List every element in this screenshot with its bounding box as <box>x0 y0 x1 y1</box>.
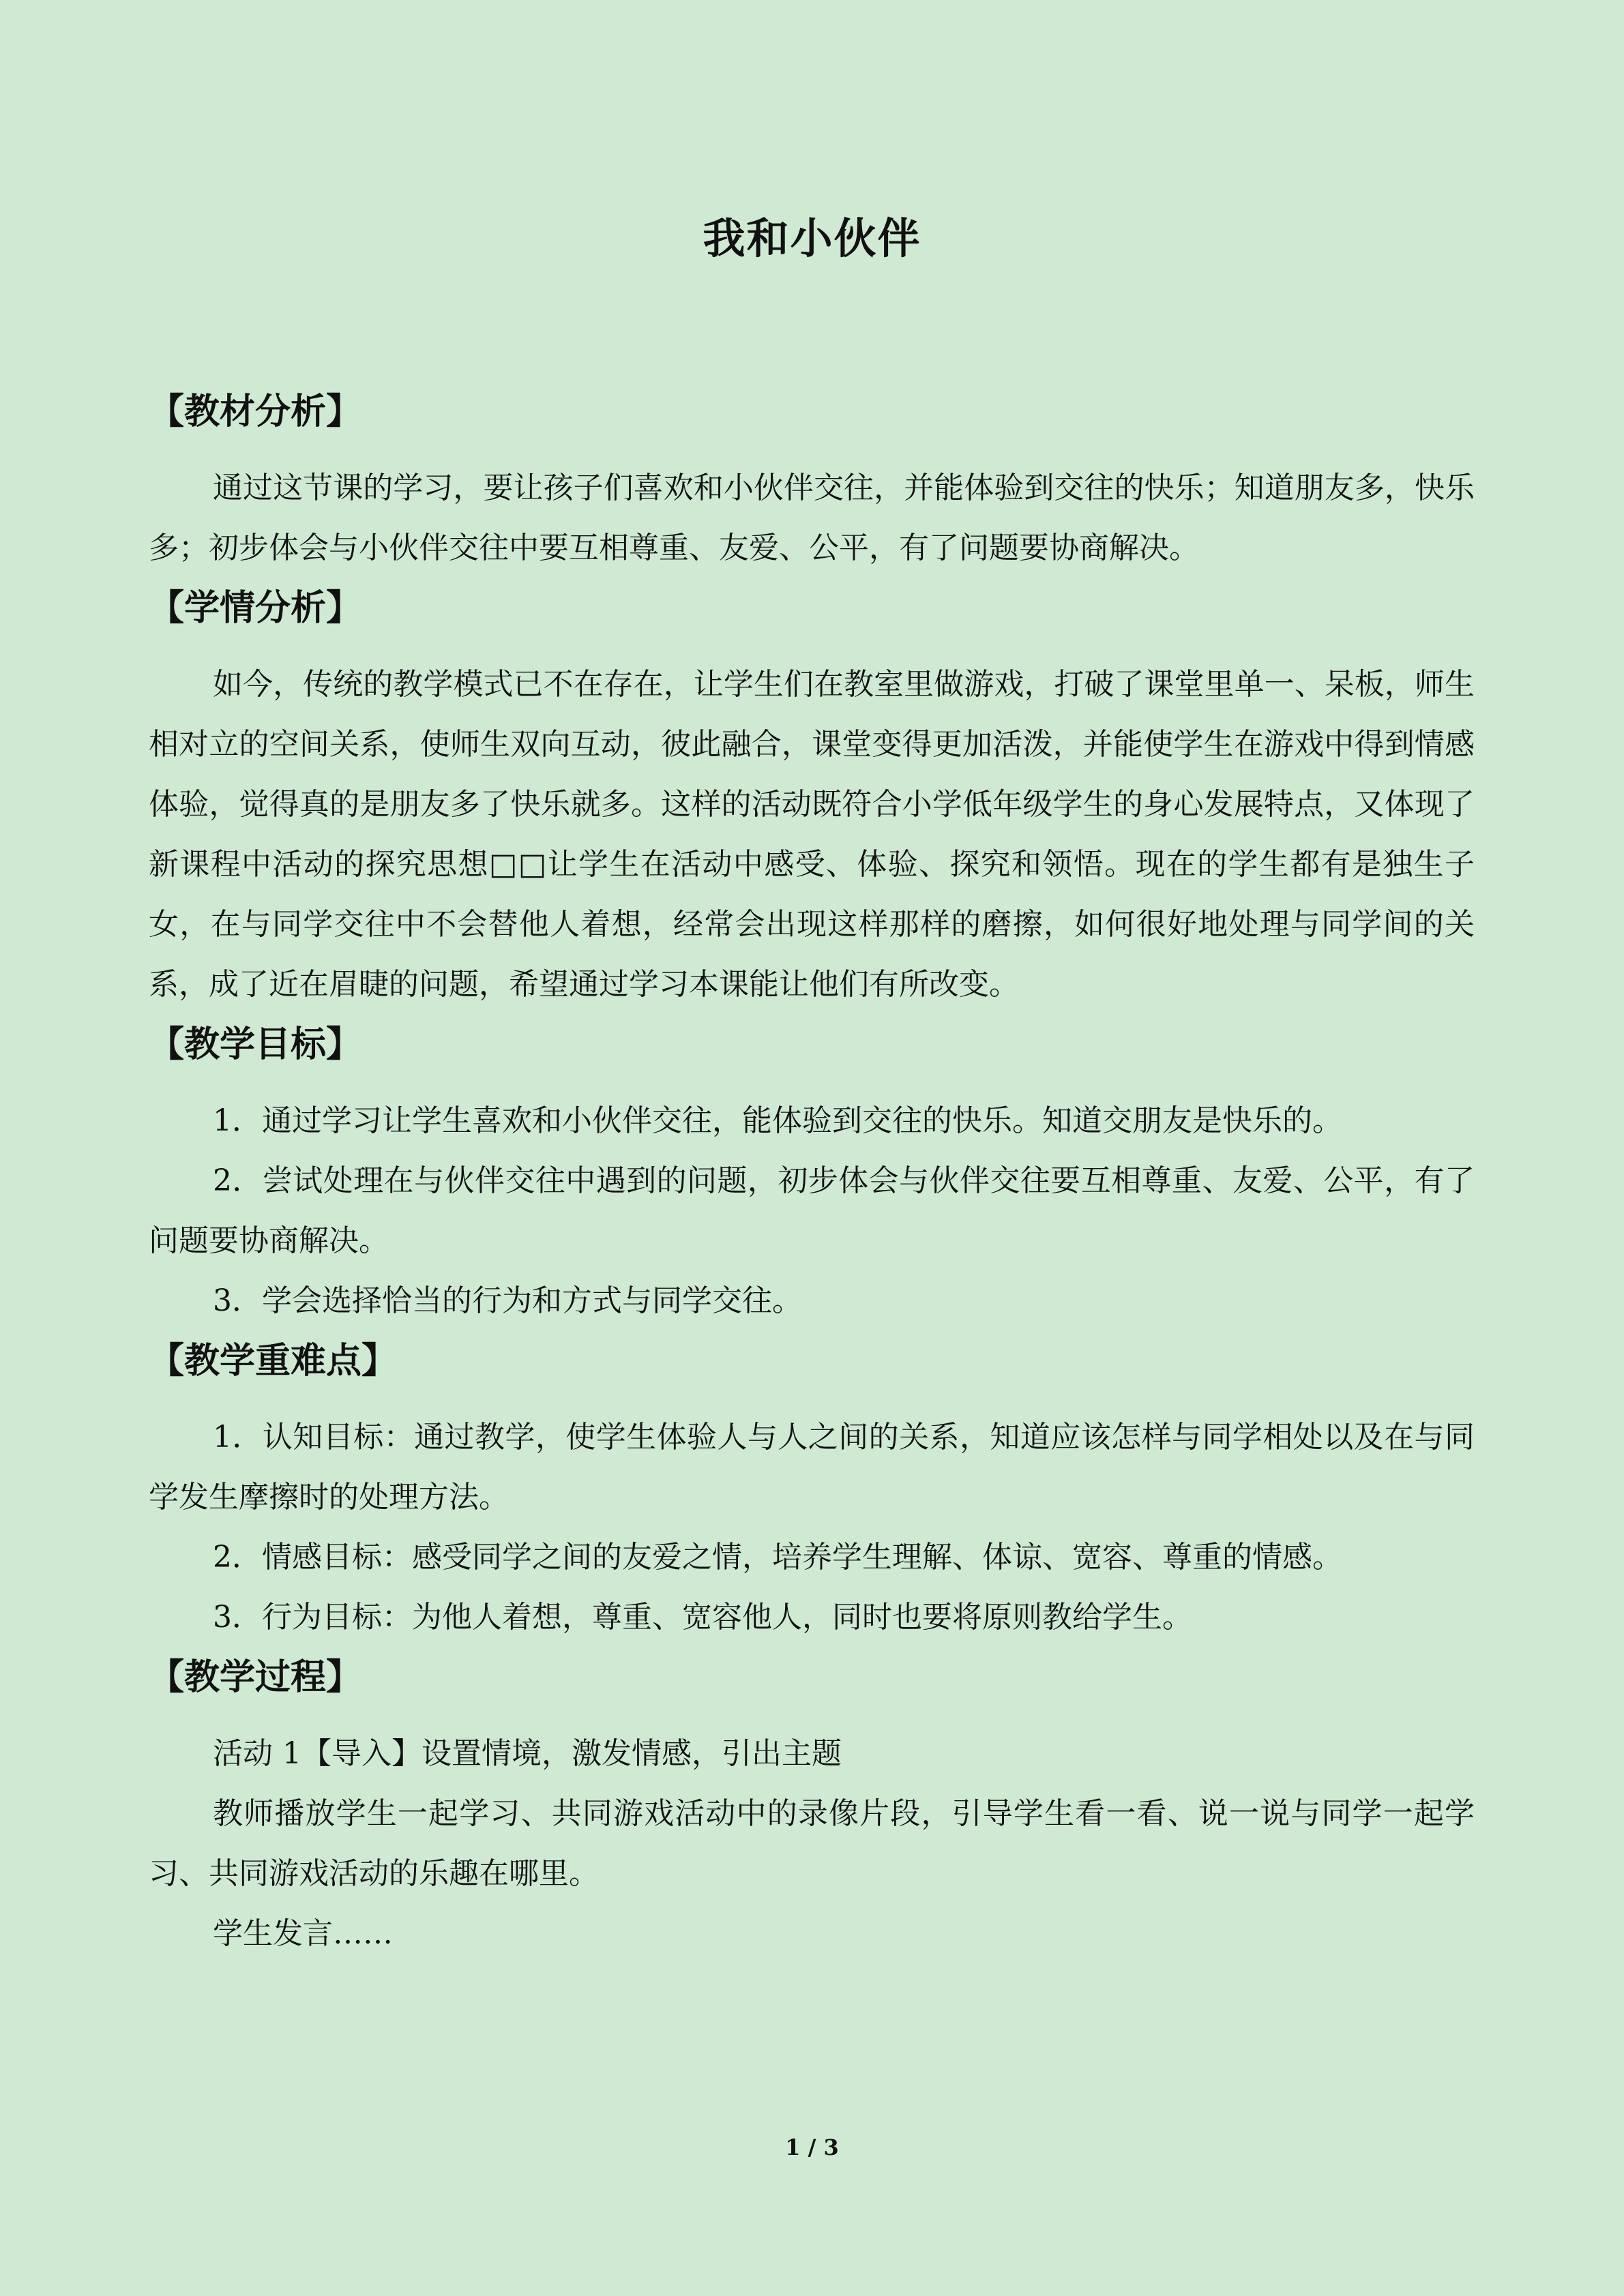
page-number: 1 / 3 <box>785 2134 839 2160</box>
paragraph: 活动 1【导入】设置情境，激发情感，引出主题 <box>213 1736 842 1771</box>
paragraph: 1．认知目标：通过教学，使学生体验人与人之间的关系，知道应该怎样与同学相处以及在与同学发生摩擦时的处理方法。 <box>149 1420 1475 1515</box>
paragraph: 2．情感目标：感受同学之间的友爱之情，培养学生理解、体谅、宽容、尊重的情感。 <box>213 1540 1342 1575</box>
paragraph: 通过这节课的学习，要让孩子们喜欢和小伙伴交往，并能体验到交往的快乐；知道朋友多，快乐多；初步体会与小伙伴交往中要互相尊重、友爱、公平，有了问题要协商解决。 <box>149 471 1475 565</box>
paragraph: 1．通过学习让学生喜欢和小伙伴交往，能体验到交往的快乐。知道交朋友是快乐的。 <box>213 1103 1342 1138</box>
paragraph: 学生发言…… <box>213 1916 393 1951</box>
section-heading-textbook-analysis: 【教材分析】 <box>149 391 362 432</box>
paragraph: 3．学会选择恰当的行为和方式与同学交往。 <box>213 1283 802 1318</box>
paragraph: 3．行为目标：为他人着想，尊重、宽容他人，同时也要将原则教给学生。 <box>213 1600 1192 1635</box>
document-title: 我和小伙伴 <box>703 213 921 263</box>
paragraph: 2．尝试处理在与伙伴交往中遇到的问题，初步体会与伙伴交往要互相尊重、友爱、公平，有了问题要协商解决。 <box>149 1163 1475 1258</box>
section-heading-learner-analysis: 【学情分析】 <box>149 588 362 629</box>
section-heading-key-difficulties: 【教学重难点】 <box>149 1341 398 1382</box>
document-body <box>149 382 1475 1964</box>
section-heading-teaching-objectives: 【教学目标】 <box>149 1024 362 1065</box>
paragraph: 如今，传统的教学模式已不在存在，让学生们在教室里做游戏，打破了课堂里单一、呆板，师生相对立的空间关系，使师生双向互动，彼此融合，课堂变得更加活泼，并能使学生在游戏中得到情感体验，觉得真的是朋友多了快乐就多。这样的活动既符合小学低年级学生的身心发展特点，又体现了新课程中活动的探究思想□□让学生在活动中感受、体验、探究和领悟。现在的学生都有是独生子女，在与同学交往中不会替他人着想，经常会出现这样那样的磨擦，如何很好地处理与同学间的关系，成了近在眉睫的问题，希望通过学习本课能让他们有所改变。 <box>149 667 1475 1002</box>
section-heading-teaching-process: 【教学过程】 <box>149 1657 362 1698</box>
paragraph: 教师播放学生一起学习、共同游戏活动中的录像片段，引导学生看一看、说一说与同学一起学习、共同游戏活动的乐趣在哪里。 <box>149 1796 1475 1891</box>
